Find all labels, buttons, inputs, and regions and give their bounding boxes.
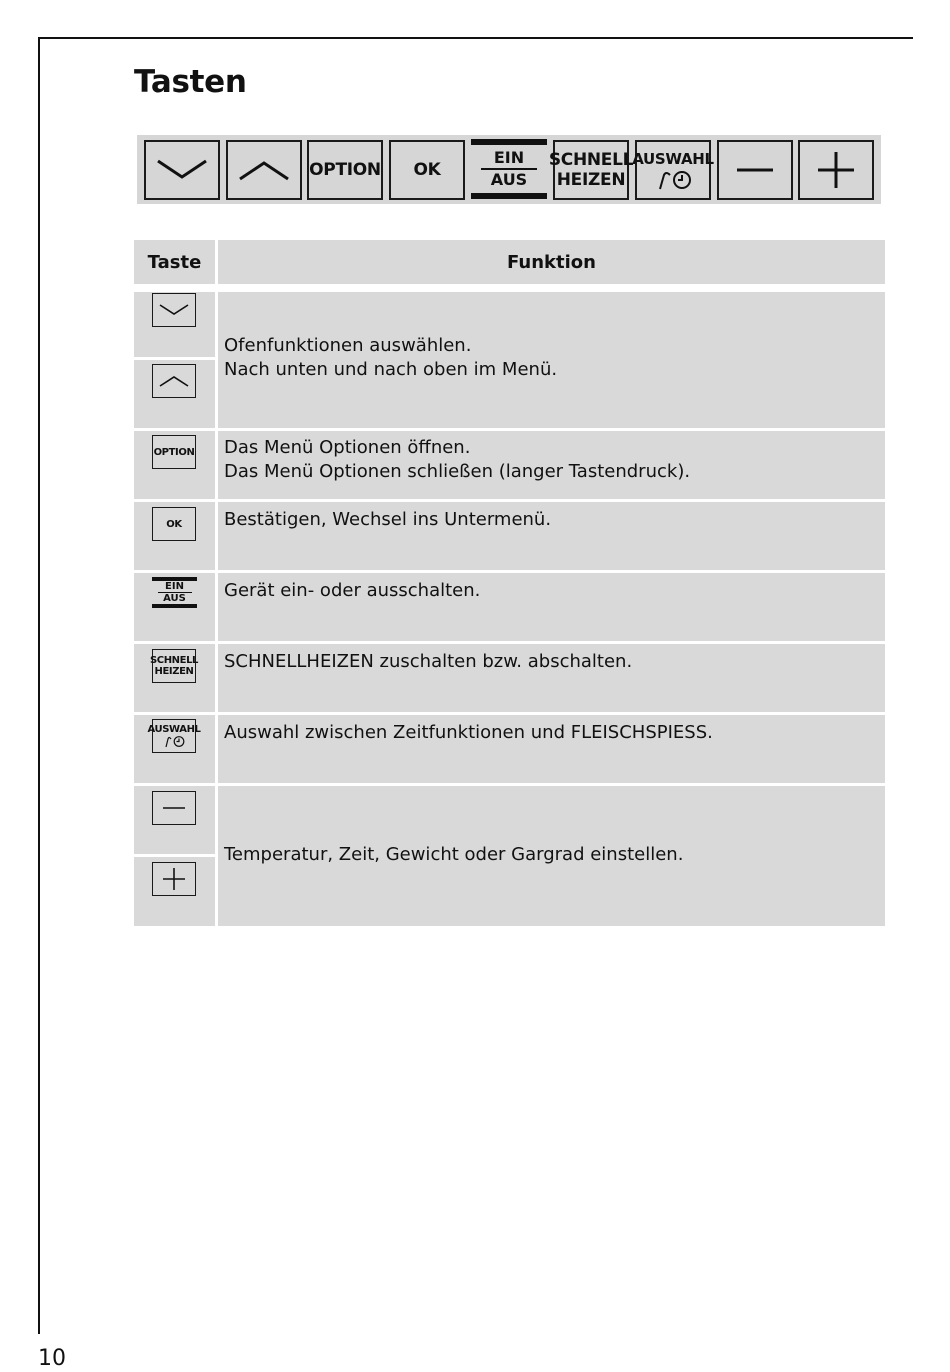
heizen-label: HEIZEN (556, 170, 626, 190)
mini-up-key (152, 364, 196, 398)
table-row-ok (134, 502, 885, 570)
page-title: Tasten (134, 64, 247, 100)
mini-heizen-label: HEIZEN (154, 666, 194, 677)
mini-auswahl-key (147, 719, 201, 753)
header-taste: Taste (134, 240, 215, 284)
key-cell-option (134, 431, 215, 499)
function-text-line: Auswahl zwischen Zeitfunktionen und FLEISCHSPIESS. (224, 722, 713, 743)
function-text-line: Ofenfunktionen auswählen. (224, 335, 472, 356)
table-header (134, 240, 885, 284)
mini-ein-aus-key (152, 577, 197, 611)
mini-option-key (152, 435, 196, 469)
key-cell-auswahl (134, 715, 215, 783)
mini-schnellheizen-key (149, 649, 199, 683)
option-key[interactable] (307, 140, 383, 200)
option-key-label: OPTION (309, 160, 381, 180)
key-cell-ein-aus (134, 573, 215, 641)
function-text-line: Bestätigen, Wechsel ins Untermenü. (224, 509, 552, 530)
function-text-line: Temperatur, Zeit, Gewicht oder Gargrad einstellen. (224, 844, 684, 865)
auswahl-label: AUSWAHL (632, 150, 714, 168)
key-cell-minus (134, 786, 215, 854)
mini-aus-label: AUS (163, 593, 186, 604)
function-cell-plus-minus (218, 786, 885, 926)
key-cell-up (134, 360, 215, 428)
schnell-label: SCHNELL (548, 150, 634, 170)
skewer-clock-icon (159, 735, 189, 748)
table-row-schnellheizen (134, 644, 885, 712)
mini-schnell-label: SCHNELL (149, 655, 199, 666)
mini-ein-aus-bottom-bar (152, 604, 197, 608)
schnellheizen-key[interactable] (548, 140, 634, 200)
table-row-navigation (134, 292, 885, 428)
key-cell-plus (134, 857, 215, 926)
minus-icon (730, 155, 780, 185)
function-text-line: Das Menü Optionen öffnen. (224, 437, 471, 458)
down-key[interactable] (144, 140, 220, 200)
down-arrow-icon (157, 301, 191, 319)
key-cell-ok (134, 502, 215, 570)
mini-option-label: OPTION (153, 446, 195, 458)
mini-down-key (152, 293, 196, 327)
skewer-clock-icon (648, 169, 698, 191)
plus-icon (157, 866, 191, 892)
plus-icon (811, 145, 861, 195)
function-cell-schnellheizen (218, 644, 885, 712)
function-cell-option (218, 431, 885, 499)
up-key[interactable] (226, 140, 302, 200)
mini-ein-label: EIN (165, 581, 184, 592)
plus-key[interactable] (798, 140, 874, 200)
ok-key-label: OK (413, 160, 441, 180)
aus-label: AUS (490, 170, 528, 189)
up-arrow-icon (236, 155, 292, 185)
mini-ok-label: OK (166, 518, 182, 530)
header-funktion: Funktion (218, 240, 885, 284)
page-frame-left (38, 37, 40, 1334)
auswahl-key[interactable] (632, 140, 714, 200)
ein-label: EIN (493, 148, 525, 167)
page-number: 10 (38, 1346, 66, 1371)
minus-key[interactable] (717, 140, 793, 200)
table-row-auswahl (134, 715, 885, 783)
mini-ok-key (152, 507, 196, 541)
key-cell-schnellheizen (134, 644, 215, 712)
function-cell-ok (218, 502, 885, 570)
function-text-line: Nach unten und nach oben im Menü. (224, 359, 558, 380)
mini-minus-key (152, 791, 196, 825)
function-text-line: Das Menü Optionen schließen (langer Tastendruck). (224, 461, 691, 482)
control-panel-keys (137, 135, 881, 204)
table-row-option (134, 431, 885, 499)
minus-icon (157, 799, 191, 817)
page-frame-top (38, 37, 913, 39)
function-text-line: Gerät ein- oder ausschalten. (224, 580, 481, 601)
function-cell-navigation (218, 292, 885, 428)
mini-plus-key (152, 862, 196, 896)
up-arrow-icon (157, 372, 191, 390)
key-cell-down (134, 292, 215, 357)
ein-aus-key[interactable] (471, 139, 547, 199)
table-row-ein-aus (134, 573, 885, 641)
function-cell-ein-aus (218, 573, 885, 641)
ok-key[interactable] (389, 140, 465, 200)
mini-auswahl-label: AUSWAHL (147, 724, 201, 735)
function-text-line: SCHNELLHEIZEN zuschalten bzw. abschalten. (224, 651, 633, 672)
down-arrow-icon (154, 155, 210, 185)
table-row-plus-minus (134, 786, 885, 926)
function-cell-auswahl (218, 715, 885, 783)
